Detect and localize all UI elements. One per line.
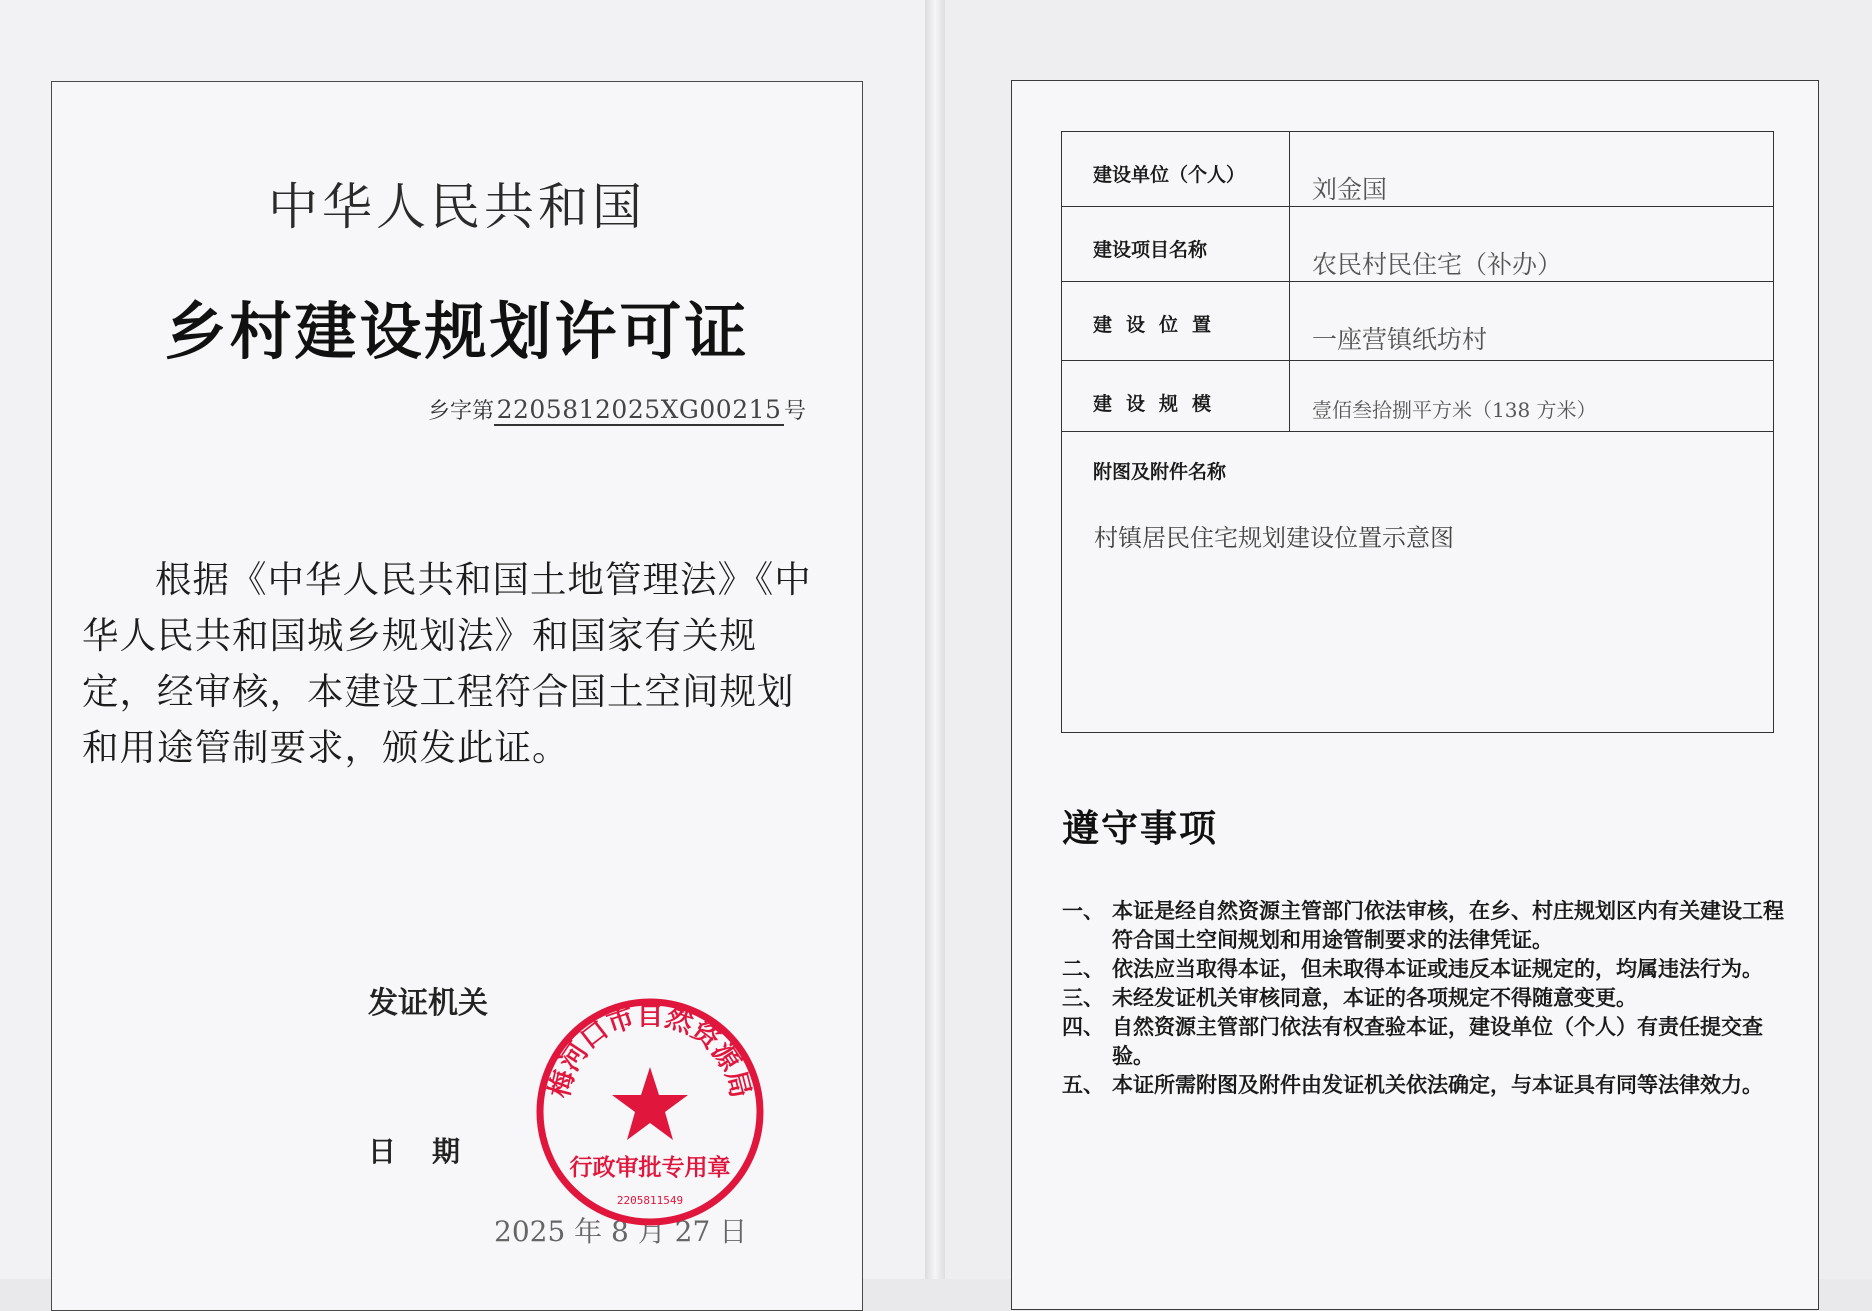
seal-star-icon	[612, 1067, 688, 1140]
location-label: 建设位置	[1062, 282, 1290, 361]
list-item	[1062, 984, 1792, 1013]
certificate-title: 乡村建设规划许可证	[164, 295, 750, 368]
list-item	[1062, 1013, 1792, 1071]
project-name-label: 建设项目名称	[1062, 207, 1290, 282]
note-text: 自然资源主管部门依法有权查验本证，建设单位（个人）有责任提交查验。	[1112, 1015, 1763, 1068]
project-info-table	[1061, 131, 1774, 733]
table-row	[1062, 361, 1774, 432]
table-row	[1062, 207, 1774, 282]
preamble-text: 根据《中华人民共和国土地管理法》《中华人民共和国城乡规划法》和国家有关规定，经审核，本建设工程符合国土空间规划和用途管制要求，颁发此证。	[82, 558, 812, 769]
attachment-value: 村镇居民住宅规划建设位置示意图	[1094, 524, 1454, 552]
attachment-label: 附图及附件名称	[1093, 461, 1227, 483]
note-text: 本证所需附图及附件由发证机关依法确定，与本证具有同等法律效力。	[1112, 1073, 1763, 1097]
cert-number: 2205812025XG00215	[494, 395, 784, 426]
table-row	[1062, 132, 1774, 207]
certificate-cover-page	[51, 81, 863, 1311]
note-text: 本证是经自然资源主管部门依法审核，在乡、村庄规划区内有关建设工程符合国土空间规划和用途管制要求的法律凭证。	[1112, 899, 1784, 952]
country-name: 中华人民共和国	[268, 178, 646, 236]
table-row	[1062, 282, 1774, 361]
date-label: 日期	[368, 1135, 497, 1168]
issue-date: 2025 年 8 月 27 日	[494, 1215, 748, 1248]
cert-suffix: 号	[784, 399, 807, 424]
list-item	[1062, 1071, 1792, 1100]
notes-list	[1062, 897, 1792, 1100]
seal-outer-text: 梅河口市自然资源局	[543, 1000, 757, 1102]
unit-label: 建设单位（个人）	[1062, 132, 1290, 207]
attachment-cell	[1062, 432, 1774, 733]
scale-value: 壹佰叁拾捌平方米（138 方米）	[1290, 361, 1774, 432]
certificate-number-line	[428, 394, 806, 426]
cert-prefix: 乡字第	[428, 399, 495, 424]
certificate-detail-page	[1011, 80, 1819, 1310]
note-number: 三、	[1062, 986, 1104, 1010]
table-row	[1062, 432, 1774, 733]
list-item	[1062, 955, 1792, 984]
note-text: 未经发证机关审核同意，本证的各项规定不得随意变更。	[1112, 986, 1637, 1010]
location-value: 一座营镇纸坊村	[1290, 282, 1774, 361]
project-name-value: 农民村民住宅（补办）	[1290, 207, 1774, 282]
note-number: 四、	[1062, 1015, 1104, 1039]
notes-title: 遵守事项	[1062, 807, 1218, 850]
note-text: 依法应当取得本证，但未取得本证或违反本证规定的，均属违法行为。	[1112, 957, 1763, 981]
official-seal	[530, 992, 770, 1232]
unit-value: 刘金国	[1290, 132, 1774, 207]
scale-label: 建设规模	[1062, 361, 1290, 432]
note-number: 一、	[1062, 899, 1104, 923]
book-gutter	[925, 0, 945, 1279]
issuing-authority-label: 发证机关	[368, 986, 488, 1021]
seal-number: 2205811549	[616, 1194, 684, 1207]
note-number: 二、	[1062, 957, 1104, 981]
list-item	[1062, 897, 1792, 955]
seal-inner-text: 行政审批专用章	[569, 1155, 731, 1181]
note-number: 五、	[1062, 1073, 1104, 1097]
